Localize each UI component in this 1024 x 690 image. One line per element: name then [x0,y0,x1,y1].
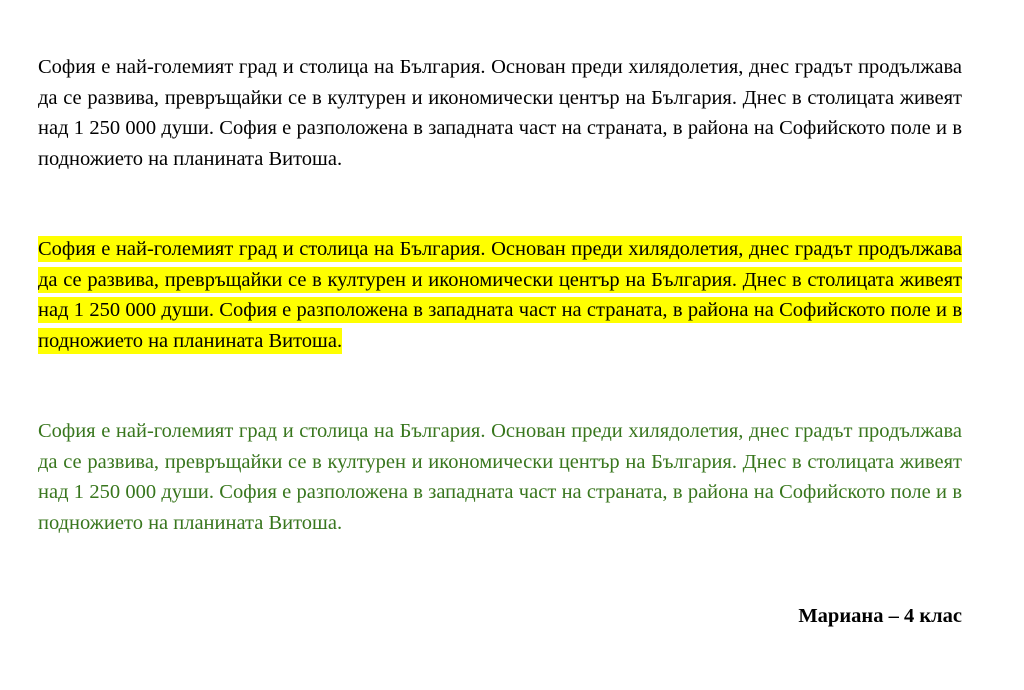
document-page [38,52,962,538]
paragraph-plain: София е най-големият град и столица на България. Основан преди хилядолетия, днес градът продължава да се развива, превръщайки се в културен и икономически център на България. Днес в столицата живеят над 1 250 000 души. София е разположена в западната част на страната, в района на Софийското поле и в подножието на планината Витоша. [38,56,962,170]
paragraph-green: София е най-големият град и столица на България. Основан преди хилядолетия, днес градът продължава да се развива, превръщайки се в културен и икономически център на България. Днес в столицата живеят над 1 250 000 души. София е разположена в западната част на страната, в района на Софийското поле и в подножието на планината Витоша. [38,420,962,534]
author-signature: Мариана – 4 клас [798,605,962,627]
highlighted-text: София е най-големият град и столица на България. Основан преди хилядолетия, днес градът продължава да се развива, превръщайки се в културен и икономически център на България. Днес в столицата живеят над 1 250 000 души. София е разположена в западната част на страната, в района на Софийското поле и в подножието на планината Витоша. [38,238,962,352]
paragraph-highlighted [38,234,962,356]
